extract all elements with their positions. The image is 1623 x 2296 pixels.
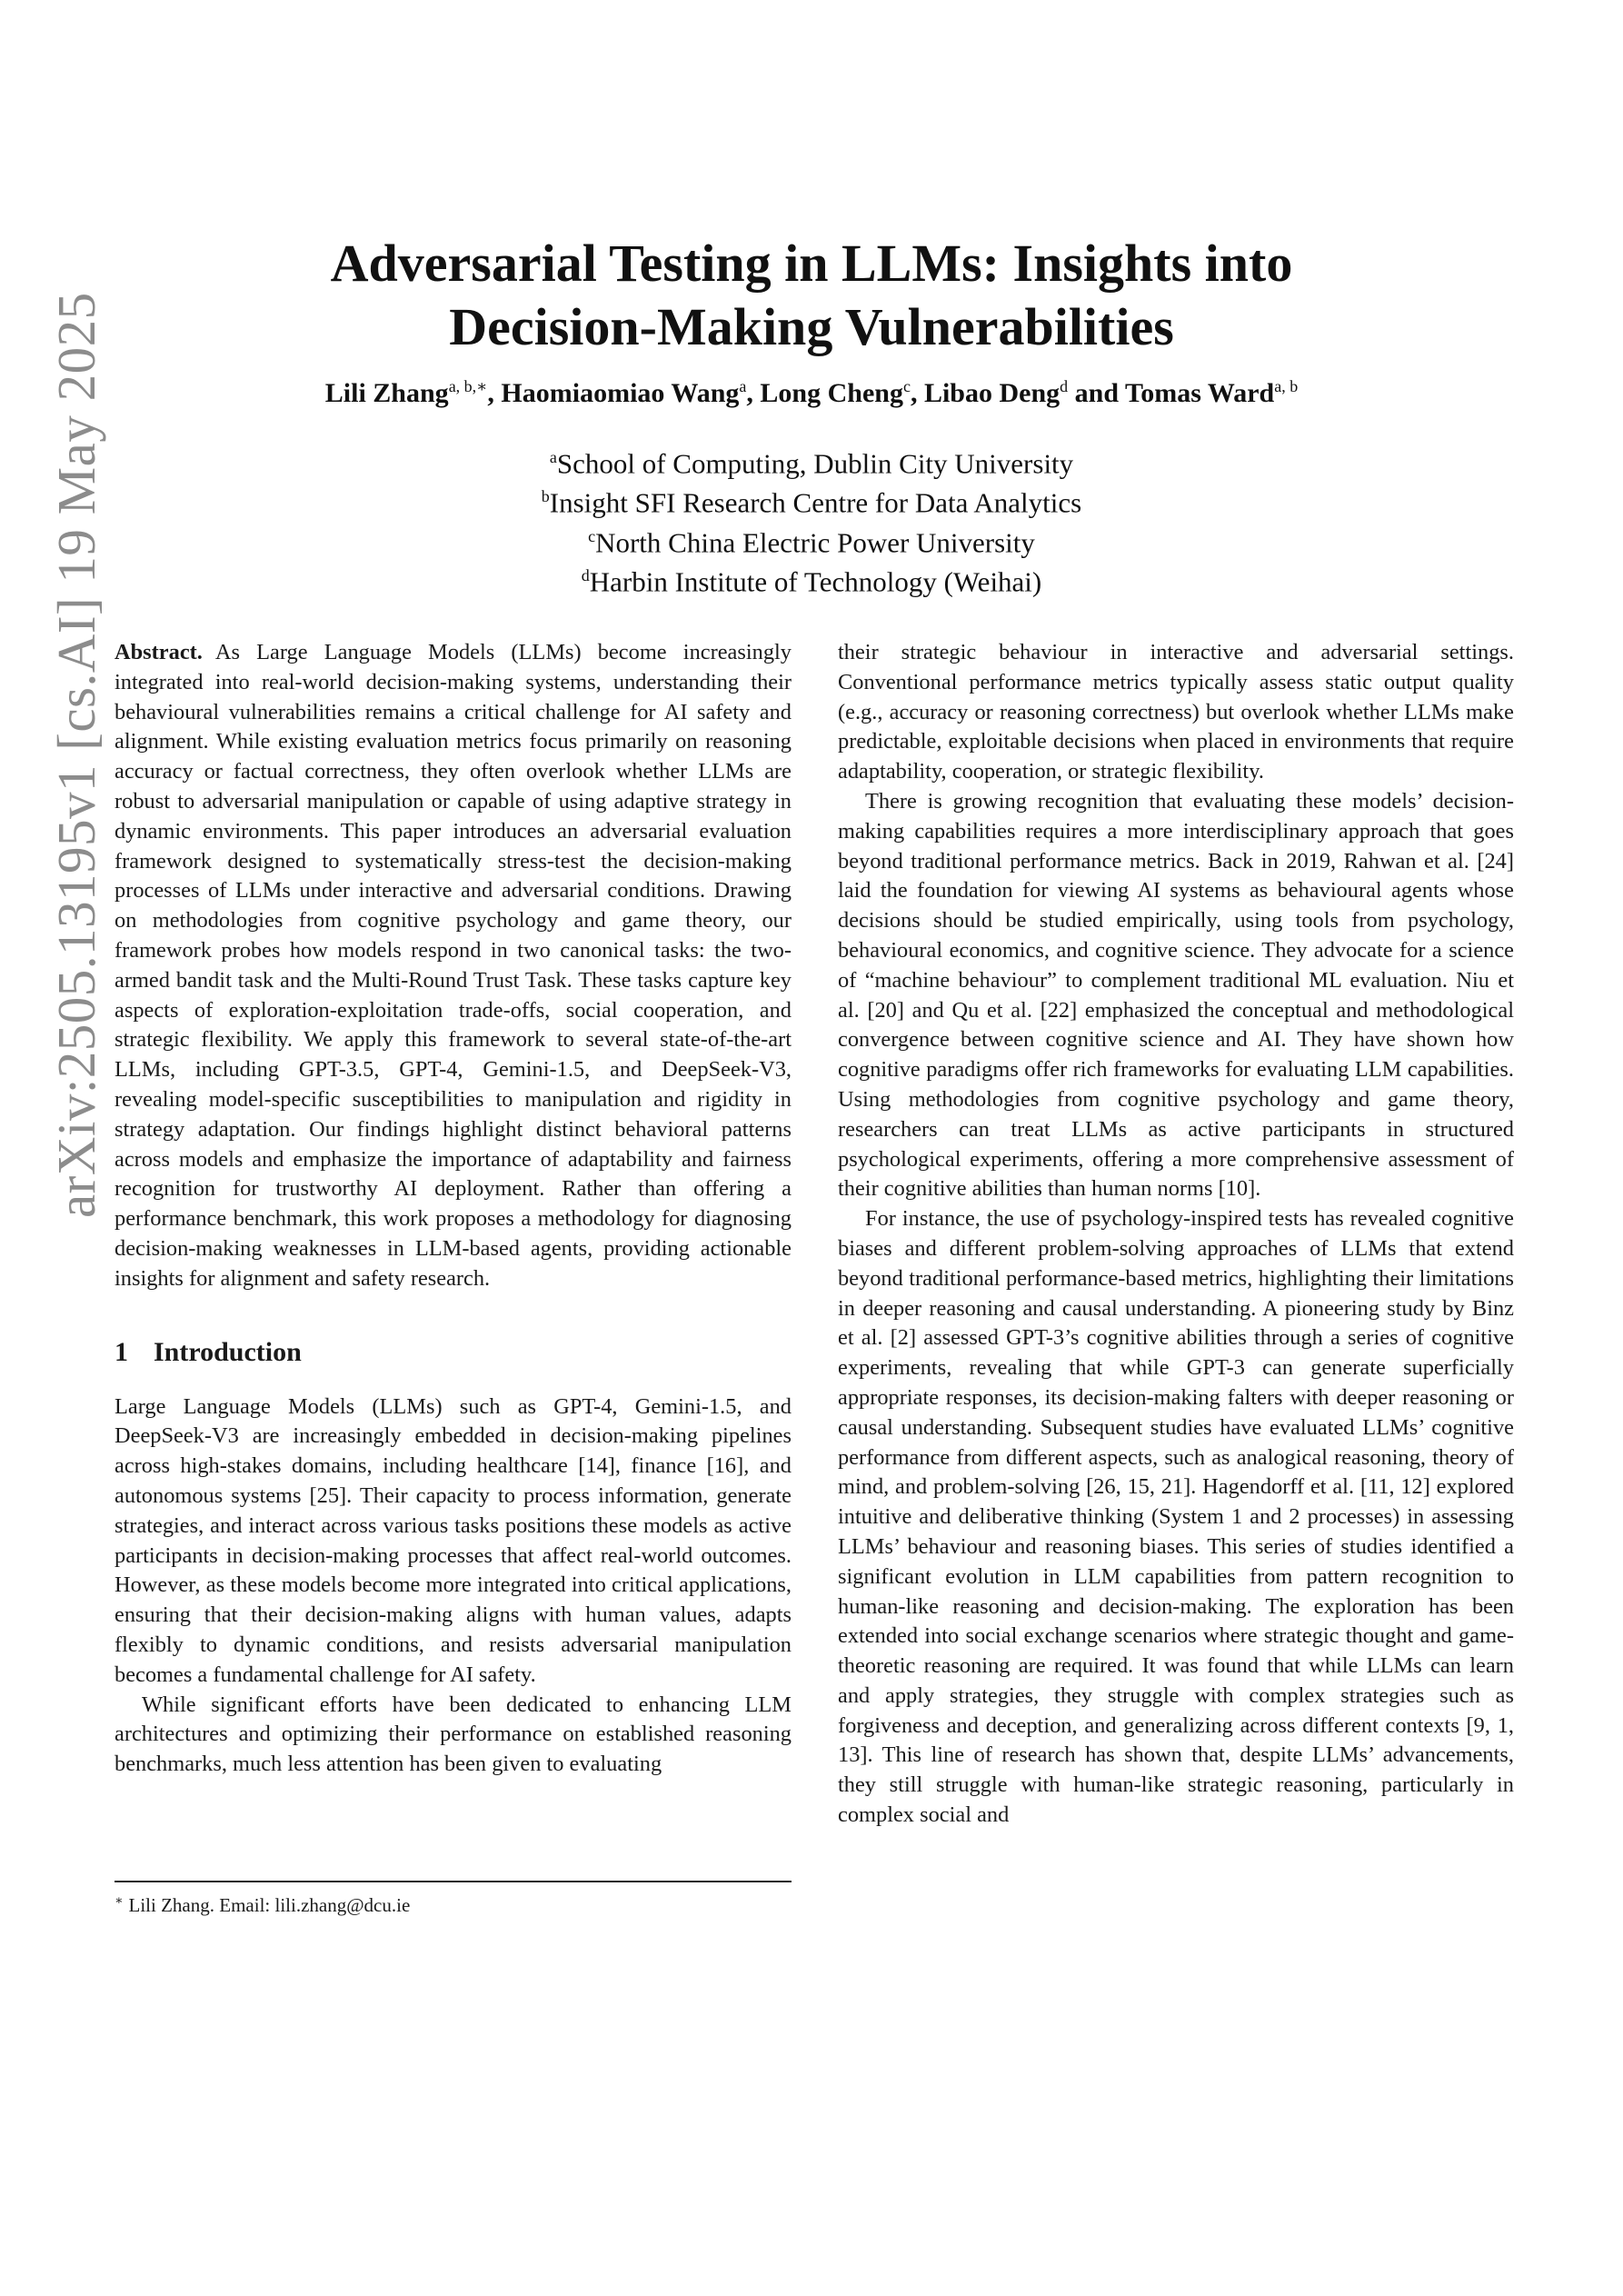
affiliation-item (0, 559, 1623, 598)
section-number: 1 (115, 1336, 128, 1367)
abstract-text: As Large Language Models (LLMs) become increasingly integrated into real-world decision-making systems, understanding their behavioural vulnerabilities remains a critical challenge for AI safety and alignment. While existing evaluation metrics focus primarily on reasoning accuracy or factual correctness, they often overlook whether LLMs are robust to adversarial manipulation or capable of using adaptive strategy in dynamic environments. This paper introduces an adversarial evaluation framework designed to systematically stress-test the decision-making processes of LLMs under interactive and adversarial conditions. Drawing on methodologies from cognitive psychology and game theory, our framework probes how models respond in two canonical tasks: the two-armed bandit task and the Multi-Round Trust Task. These tasks capture key aspects of exploration-exploitation trade-offs, social cooperation, and strategic flexibility. We apply this framework to several state-of-the-art LLMs, including GPT-3.5, GPT-4, Gemini-1.5, and DeepSeek-V3, revealing model-specific susceptibilities to manipulation and rigidity in strategy adaptation. Our findings highlight distinct behavioral patterns across models and emphasize the importance of adaptability and fairness recognition for trustworthy AI deployment. Rather than offering a performance benchmark, this work proposes a methodology for diagnosing decision-making weaknesses in LLM-based agents, providing actionable insights for alignment and safety research. (115, 640, 792, 1291)
abstract-label: Abstract. (115, 640, 203, 664)
affiliation-item (0, 441, 1623, 480)
section-title: Introduction (154, 1336, 302, 1367)
footnote-text: Lili Zhang. Email: lili.zhang@dcu.ie (128, 1894, 411, 1916)
body-paragraph: Large Language Models (LLMs) such as GPT-4, Gemini-1.5, and DeepSeek-V3 are increasingly embedded in decision-making pipelines across high-stakes domains, including healthcare [14], finance [16], and autonomous systems [25]. Their capacity to process information, generate strategies, and interact across various tasks positions these models as active participants in decision-making processes that affect real-world outcomes. However, as these models become more integrated into critical applications, ensuring that their decision-making aligns with human values, adapts flexibly to dynamic conditions, and resists adversarial manipulation becomes a fundamental challenge for AI safety. (115, 1393, 792, 1687)
body-paragraph: For instance, the use of psychology-inspired tests has revealed cognitive biases and different problem-solving approaches of LLMs that extend beyond traditional performance-based metrics, highlighting their limitations in deeper reasoning and causal understanding. A pioneering study by Binz et al. [2] assessed GPT-3’s cognitive abilities through a series of cognitive experiments, revealing that while GPT-3 can generate superficially appropriate responses, its decision-making falters with deeper reasoning or causal understanding. Subsequent studies have evaluated LLMs’ cognitive performance from different aspects, such as analogical reasoning, theory of mind, and problem-solving [26, 15, 21]. Hagendorff et al. [11, 12] explored intuitive and deliberative thinking (System 1 and 2 processes) in assessing LLMs’ behaviour and reasoning biases. This series of studies identified a significant evolution in LLM capabilities from pattern recognition to human-like reasoning and decision-making. The exploration has been extended into social exchange scenarios where strategic thought and game-theoretic reasoning are required. It was found that while LLMs can learn and apply strategies, they struggle with complex strategies such as forgiveness and deception, and generalizing across different contexts [9, 1, 13]. This line of research has shown that, despite LLMs’ advancements, they still struggle with human-like strategic reasoning, particularly in complex social and (838, 1206, 1514, 1828)
body-paragraph: While significant efforts have been dedicated to enhancing LLM architectures and optimizing their performance on established reasoning benchmarks, much less attention has been given to evaluating (115, 1692, 792, 1777)
footnote-mark: ∗ (115, 1894, 124, 1908)
footnote (115, 1889, 792, 1918)
affiliation-text: Harbin Institute of Technology (Weihai) (589, 565, 1042, 598)
arxiv-identifier-stamp: arXiv:2505.13195v1 [cs.AI] 19 May 2025 (46, 292, 106, 1218)
body-paragraph: their strategic behaviour in interactive and adversarial settings. Conventional performance metrics typically assess static output quality (e.g., accuracy or reasoning correctness) but overlook whether LLMs make predictable, exploitable decisions when placed in environments that require adaptability, cooperation, or strategic flexibility. (838, 640, 1514, 784)
author-separator: , (746, 378, 761, 408)
affiliation-mark: a (549, 448, 557, 466)
left-column (115, 638, 792, 1780)
footnote-divider (115, 1881, 792, 1882)
body-paragraph: There is growing recognition that evaluating these models’ decision-making capabilities requires a more interdisciplinary approach that goes beyond traditional performance metrics. Back in 2019, Rahwan et al. [24] laid the foundation for viewing AI systems as behavioural agents whose decisions should be studied empirically, using tools from psychology, behavioural economics, and cognitive science. They advocate for a science of “machine behaviour” to complement traditional ML evaluation. Niu et al. [20] and Qu et al. [22] emphasized the conceptual and methodological convergence between cognitive science and AI. They have shown how cognitive paradigms offer rich frameworks for evaluating LLM capabilities. Using methodologies from cognitive psychology and game theory, researchers can treat LLMs as active participants in structured psychological experiments, offering a more comprehensive assessment of their cognitive abilities than human norms [10]. (838, 788, 1514, 1202)
author-affiliation-mark: a, b (1274, 377, 1299, 395)
affiliation-mark: b (541, 487, 550, 506)
author-separator: and (1068, 378, 1125, 408)
right-column (838, 638, 1514, 1831)
affiliation-text: North China Electric Power University (595, 525, 1035, 558)
affiliation-item (0, 480, 1623, 519)
affiliation-list (0, 441, 1623, 598)
author-name: Long Cheng (760, 378, 903, 408)
author-separator: , (487, 378, 502, 408)
author-name: Lili Zhang (324, 378, 449, 408)
affiliation-mark: d (581, 565, 590, 584)
author-list (0, 377, 1623, 409)
affiliation-item (0, 520, 1623, 559)
title-line-2: Decision-Making Vulnerabilities (449, 297, 1174, 356)
section-heading-introduction (115, 1336, 792, 1369)
author-name: Haomiaomiao Wang (501, 378, 740, 408)
author-affiliation-mark: d (1060, 377, 1069, 395)
author-affiliation-mark: c (902, 377, 911, 395)
author-separator: , (910, 378, 924, 408)
paper-title (0, 232, 1623, 359)
author-affiliation-mark: a, b,∗ (448, 377, 488, 395)
title-line-1: Adversarial Testing in LLMs: Insights into (330, 234, 1293, 293)
affiliation-mark: c (588, 526, 596, 545)
abstract-paragraph (115, 638, 792, 1294)
author-affiliation-mark: a (739, 377, 747, 395)
author-name: Tomas Ward (1124, 378, 1275, 408)
author-name: Libao Deng (923, 378, 1060, 408)
affiliation-text: Insight SFI Research Centre for Data Analytics (549, 486, 1082, 519)
affiliation-text: School of Computing, Dublin City University (556, 447, 1074, 480)
